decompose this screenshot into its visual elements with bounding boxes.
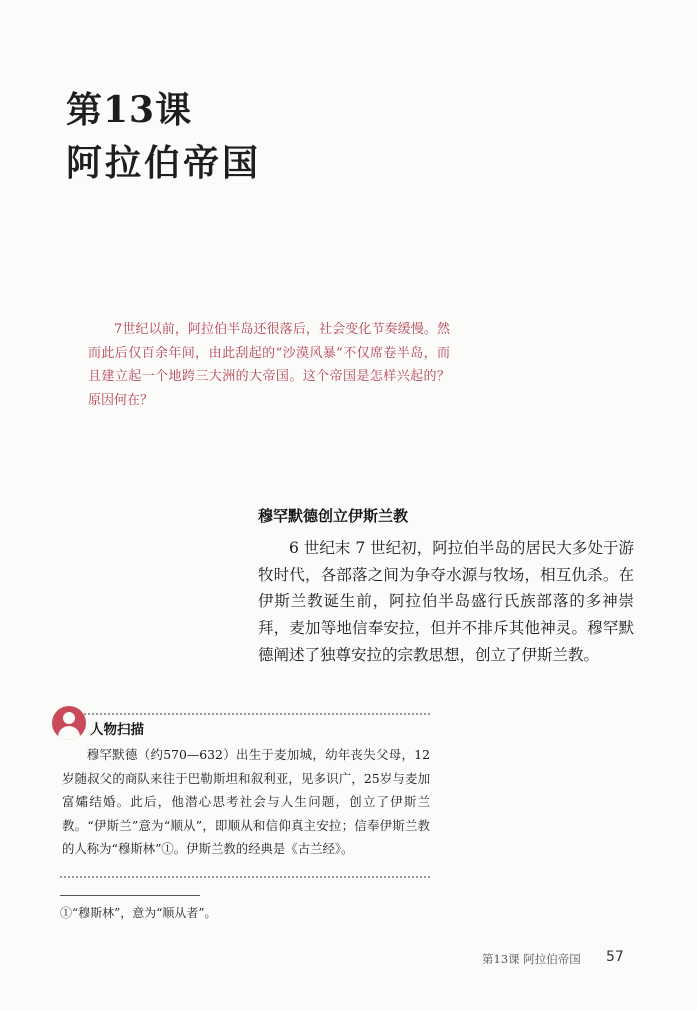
profile-box-body bbox=[62, 743, 430, 861]
profile-box-title: 人物扫描 bbox=[90, 722, 144, 738]
profile-box-bottom-divider bbox=[60, 876, 430, 878]
footnote-rule bbox=[60, 895, 200, 896]
person-icon bbox=[52, 706, 86, 740]
page-number: 57 bbox=[606, 949, 624, 965]
running-head: 第13课 阿拉伯帝国 bbox=[482, 952, 581, 966]
footnote: ①“穆斯林”，意为“顺从者”。 bbox=[60, 906, 217, 920]
profile-box-top-divider bbox=[60, 713, 430, 715]
section-paragraph: 6 世纪末 7 世纪初，阿拉伯半岛的居民大多处于游牧时代，各部落之间为争夺水源与牧场，相互仇杀。在伊斯兰教诞生前，阿拉伯半岛盛行氏族部落的多神崇拜，麦加等地信奉安拉，但并不排斥其他神灵。穆罕默德阐述了独尊安拉的宗教思想，创立了伊斯兰教。 bbox=[258, 539, 634, 664]
section-body bbox=[258, 535, 634, 669]
lesson-number: 第13课 bbox=[66, 89, 193, 131]
lesson-title: 阿拉伯帝国 bbox=[66, 142, 262, 184]
profile-box-text: 穆罕默德（约570—632）出生于麦加城，幼年丧失父母，12岁随叔父的商队来往于巴勒斯坦和叙利亚，见多识广，25岁与麦加富孀结婚。此后，他潜心思考社会与人生问题，创立了伊斯兰教。“伊斯兰”意为“顺从”，即顺从和信仰真主安拉；信奉伊斯兰教的人称为“穆斯林”①。伊斯兰教的经典是《古兰经》。 bbox=[62, 747, 430, 856]
section-heading: 穆罕默德创立伊斯兰教 bbox=[258, 507, 409, 525]
intro-text: 7世纪以前，阿拉伯半岛还很落后，社会变化节奏缓慢。然而此后仅百余年间，由此刮起的“沙漠风暴”不仅席卷半岛，而且建立起一个地跨三大洲的大帝国。这个帝国是怎样兴起的？原因何在？ bbox=[88, 322, 450, 408]
intro-passage bbox=[88, 318, 450, 412]
